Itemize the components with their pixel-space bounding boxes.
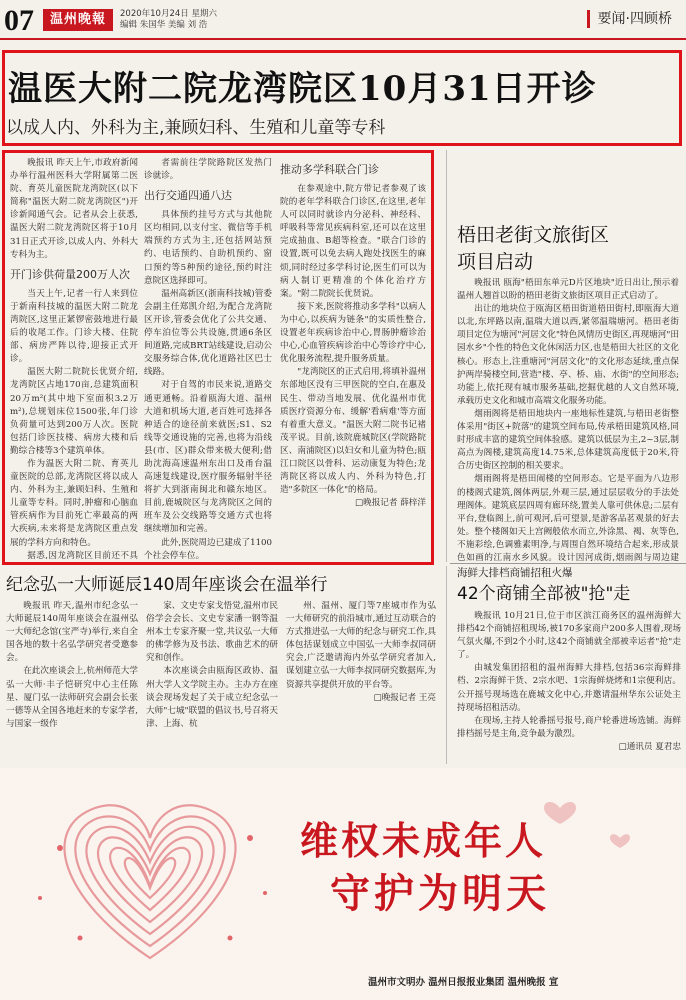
bottom-left-headline: 纪念弘一大师诞辰140周年座谈会在温举行 [6, 575, 328, 595]
issue-date: 2020年10月24日 星期六 [120, 9, 217, 19]
article-subhead: 推动多学科联合门诊 [280, 163, 379, 176]
article-paragraph: 由城发集团招租的温州海鲜大排档,包括36宗海鲜排档、2宗海鲜干货、2宗水吧、1宗海鲜烧烤和1宗便利店。公开摇号现场选在鹿城文化中心,并邀请温州华东公证处主持现场招租活动。 [457, 663, 681, 713]
lead-col-1 [10, 157, 138, 559]
staff-credits: 编辑 朱国华 美编 刘 浩 [120, 20, 208, 30]
bottom-left-col-3 [286, 600, 436, 762]
article-paragraph: 据悉,因龙湾院区目前还不具 [27, 550, 138, 559]
article-paragraph: 本次座谈会由瓯海区政协、温州大学人文学院主办。主办方在座谈会现场发起了关于成立纪念弘一大师"七城"联盟的倡议书,号召将天津、上海、杭 [146, 666, 278, 729]
page-number: 07 [4, 4, 34, 37]
bottom-right-kicker: 海鲜大排档商铺招租火爆 [457, 567, 573, 579]
section-name: 要闻·四顾桥 [587, 10, 672, 28]
bottom-left-col-2 [146, 600, 278, 762]
article-paragraph: 温州高新区(浙南科技城)管委会副主任郑凯介绍,为配合龙湾院区开诊,管委会优化了公共交通、停车泊位等公共设施,贯通6条区间道路,完成BRT站线建设,启动公交服务综合体,优化道路社区巴士线路。 [144, 288, 272, 378]
article-paragraph: 晚报讯 瓯海"梧田东单元D片区地块"近日出让,预示着温州人翘首以盼的梧田老街文旅街区项目正式启动了。 [457, 278, 679, 302]
bottom-right-headline: 42个商铺全部被"抢"走 [457, 584, 631, 604]
article-paragraph: 晚报讯 昨天上午,市政府新闻办举行温州医科大学附属第二医院、育英儿童医院龙湾院区(以下简称"温医大附二院龙湾院区")开诊新闻通气会。记者从会上获悉,温医大附二院龙湾院区将于10月31日正式开诊,以成人内、外科大专科为主。 [10, 158, 138, 260]
article-paragraph: 晚报讯 10月21日,位于市区滨江商务区的温州海鲜大排档42个商铺招租现场,被170多家商户200多人围着,现场气氛火爆,不到2个小时,这42个商铺就全部被幸运者"抢"走了。 [457, 611, 681, 661]
byline: □晚报记者 薛梓洋 [354, 498, 426, 509]
article-paragraph: 烟雨阁将是梧田地块内一座地标性建筑,与梧田老街整体采用"街区+院落"的建筑空间布局,传承梧田建筑风格,同时形成丰富的建筑空间体验感。建筑以低层为主,2~3层,制高点为阁楼,建筑高度14.75米,总体建筑高度低于20米,符合历史街区控制的相关要求。 [457, 408, 679, 472]
article-subhead: 开门诊供荷量200万人次 [10, 267, 130, 281]
article-paragraph: 接下来,医院将推动多学科"以病人为中心,以疾病为链条"的实质性整合,设置老年疾病诊治中心,胃肠肿瘤诊治中心,心血管疾病诊治中心等诊疗中心,优化服务流程,提升服务质量。 [280, 301, 426, 365]
banner-sponsors: 温州市文明办 温州日报报业集团 温州晚报 宣 [368, 977, 559, 988]
column-divider [446, 150, 447, 562]
right-top-headline: 梧田老街文旅街区 项目启动 [457, 224, 610, 273]
article-paragraph: 此外,医院周边已建成了1100个社会停车位。 [144, 537, 272, 559]
lead-col-2 [144, 157, 272, 559]
article-paragraph: "龙湾院区的正式启用,将填补温州东部地区没有三甲医院的空白,在惠及民生、带动当地发展、优化温州市优质医疗资源分布、缓解'看病难'等方面有着重大意义。"温医大附二院书记褚茂平说。目前,该院鹿城院区(学院路院区、南浦院区)以妇女和儿童为特色;瓯江口院区以骨科、运动康复为特色;龙湾院区将以成人内、外科为特色,打造"多院区一体化"的格局。 [280, 367, 426, 496]
byline: □晚报记者 王亮 [373, 692, 436, 703]
article-paragraph: 者需前往学院路院区发热门诊就诊。 [144, 158, 272, 182]
article-paragraph: 出让的地块位于瓯海区梧田街道梧田街村,即瓯海大道以北,东坪路以南,温瑞大道以西,紧邻温瑞塘河。梧田老街项目定位为塘河"河居文化"特色风情历史街区,再现塘河"田园水乡"个性的特色文化休闲活力区,也是梧田大社区的文化核心。形态上,注重塘河"河居文化"的文化形态延续,重点保护两岸骑楼空间,营造"楼、亭、桥、庙、水街"的空间形态;功能上,依托现有城市服务基础,挖掘优越的人文自然环境,承载历史文化和城市高端文化服务功能。 [457, 304, 679, 406]
article-paragraph: 作为温医大附二院、育英儿童医院的总部,龙湾院区将以成人内、外科为主,兼顾妇科、生殖和儿童等专科。同时,肿瘤和心脑血管疾病作为目前死亡率最高的两大疾病,未来将是龙湾院区重点发展的学科方向和特色。 [10, 458, 138, 548]
lead-headline: 温医大附二院龙湾院区10月31日开诊 [8, 69, 597, 109]
article-paragraph: 州、温州、厦门等7座城市作为弘一大师研究的前沿城市,通过互动联合的方式推进弘一大师的纪念与研究工作,具体包括谋划成立中国弘一大师李叔同研究会,广泛邀请海内外弘学研究者加入,谋划建立弘一大师李叔同研究数据库,为资源共享提供开放的平台等。 [286, 601, 436, 690]
banner-slogan-line-1: 维权未成年人 [300, 819, 547, 863]
masthead-rule [0, 38, 686, 40]
bottom-right-body [457, 610, 681, 762]
article-paragraph: 在现场,主持人轮番摇号报号,商户轮番进场选铺。海鲜排档摇号是主角,竞争最为激烈。 [457, 715, 681, 739]
lead-subhead: 以成人内、外科为主,兼顾妇科、生殖和儿童等专科 [6, 118, 386, 138]
right-top-body [457, 277, 679, 562]
article-subhead: 出行交通四通八达 [144, 189, 232, 203]
newspaper-logo: 温州晚報 [43, 9, 113, 31]
article-paragraph: 在参观途中,院方带记者参观了该院的老年学科联合门诊区,在这里,老年人可以同时就诊内分泌科、神经科、呼吸科等常见疾病科室,还可以在这里完成抽血、B超等检查。"联合门诊的设置,既可以免去病人跑处找医生的麻烦,同时经过多学科讨论,医生们可以为病人制订更精准的个体化治疗方案。"附二院院长优贤说。 [280, 184, 426, 299]
article-paragraph: 对于自驾的市民来说,道路交通更通畅。沿着瓯海大道、温州大道和机场大道,老百姓可选择各种适合的途径前来就医;S1、S2线等交通设施的完善,也将为沿线县(市、区)群众带来极大便利;借助沈海高速温州东出口及甬台温高速复线建设,医疗服务辐射半径将扩大到浙南闽北和赣东地区。目前,鹿城院区与龙湾院区之间的班车及公交线路等交通方式也将继续增加和完善。 [144, 380, 272, 535]
masthead-meta [120, 9, 217, 31]
lead-col-3 [280, 157, 426, 559]
article-paragraph: 温医大附二院院长优贤介绍,龙湾院区占地170亩,总建筑面积20万m²(其中地下室面积3.2万m²),总规划床位1500张,年门诊负荷量可达到200万人次。医院包括门诊医技楼、病房大楼和后勤综合楼等3个建筑单体。 [10, 367, 138, 456]
article-paragraph: 家、文史专家戈悟觉,温州市民俗学会会长、文史专家潘一钢等温州本土专家齐聚一堂,共议弘一大师的佛学修为及书法、歌曲艺术的研究和创作。 [146, 601, 278, 664]
article-paragraph: 晚报讯 昨天,温州市纪念弘一大师诞辰140周年座谈会在温州弘一大师纪念馆(宝严寺)举行,来自全国各地的数十名弘学研究者受邀参会。 [6, 601, 138, 664]
bottom-left-col-1 [6, 600, 138, 762]
banner-slogan-line-2: 守护为明天 [330, 871, 550, 917]
byline: □通讯员 夏君忠 [618, 741, 681, 752]
right-section-rule [450, 563, 686, 564]
article-paragraph: 具体预约挂号方式与其他院区均相同,以支付宝、微信等手机端预约方式为主,还包括网站预约、电话预约、自助机预约、窗口预约等5种预约途径,预约时注意院区选择即可。 [144, 210, 272, 286]
article-paragraph: 当天上午,记者一行人来到位于新南科技城的温医大附二院龙湾院区,这里正紧锣密鼓地进行最后的收尾工作。门诊大楼、住院部、病房严阵以待,迎接正式开诊。 [10, 288, 138, 365]
bottom-column-divider [446, 566, 447, 764]
article-paragraph: 烟雨阁将是梧田闹楼的空间形态。它是平面为八边形的楼阁式建筑,阁体两层,外观三层,通过层层收分的手法处理阁体。建筑底层四周有廊环绕,置美人靠可供休息;二层有平台,登临阁上,前可观河,后可望景,是游客品茗观景的好去处。整个楼阁如天上宫阙般依水而立,外涂黑、褐、灰等色,不施彩绘,色调雅素明净,与周围自然环境结合起来,形成景色如画的江南水乡风貌。设计因河成街,烟雨阁与周边建 [457, 474, 679, 562]
article-paragraph: 在此次座谈会上,杭州师范大学弘一大师·丰子恺研究中心主任陈星、厦门弘一法师研究会副会长张一德等从全国各地赶来的专家学者,与国家一级作 [6, 666, 138, 729]
